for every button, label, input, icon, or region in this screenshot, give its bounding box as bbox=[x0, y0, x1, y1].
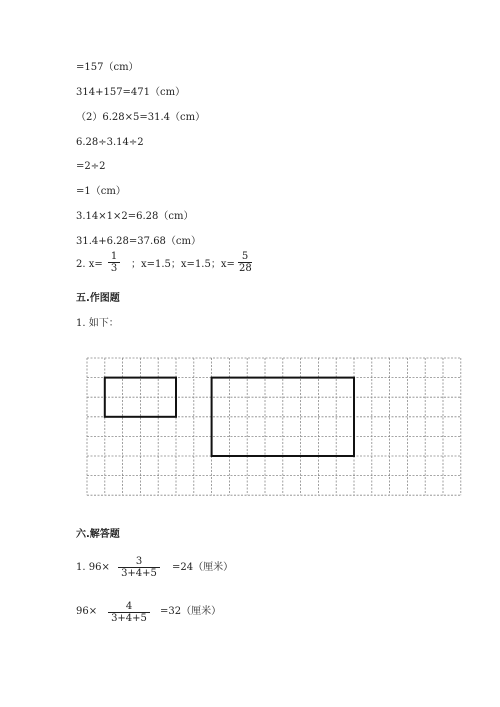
calc-line-7: 3.14×1×2=6.28（cm） bbox=[76, 211, 194, 222]
fraction-denominator: 3+4+5 bbox=[118, 567, 160, 579]
calc-line-3: （2）6.28×5=31.4（cm） bbox=[76, 112, 206, 123]
fraction-numerator: 4 bbox=[125, 601, 133, 612]
solution-1-fraction bbox=[118, 556, 160, 579]
fraction-denominator: 3+4+5 bbox=[108, 612, 150, 624]
calc-line-8: 31.4+6.28=37.68（cm） bbox=[76, 236, 201, 247]
solution-2-fraction bbox=[108, 601, 150, 624]
answer-2-prefix: 2. x= bbox=[76, 259, 103, 270]
section-6-title: 六.解答题 bbox=[76, 529, 120, 540]
solution-2-result: =32（厘米） bbox=[160, 606, 222, 617]
section-5-item-1: 1. 如下： bbox=[76, 318, 119, 329]
solution-1-prefix: 1. 96× bbox=[76, 562, 110, 573]
calc-line-6: =1（cm） bbox=[76, 186, 126, 197]
solution-2-prefix: 96× bbox=[76, 606, 98, 617]
fraction-numerator: 5 bbox=[241, 251, 249, 262]
calc-line-2: 314+157=471（cm） bbox=[76, 87, 186, 98]
fraction-denominator: 28 bbox=[239, 263, 252, 274]
fraction-numerator: 3 bbox=[135, 556, 143, 567]
fraction-one-third bbox=[108, 251, 120, 274]
calc-line-4: 6.28÷3.14÷2 bbox=[76, 137, 144, 148]
calc-line-5: =2÷2 bbox=[76, 161, 106, 172]
calc-line-1: =157（cm） bbox=[76, 62, 139, 73]
drawing-grid bbox=[86, 357, 462, 499]
fraction-numerator: 1 bbox=[110, 251, 118, 262]
solution-1-result: =24（厘米） bbox=[172, 562, 234, 573]
fraction-five-28 bbox=[238, 251, 252, 274]
answer-2-middle: ；x=1.5；x=1.5；x= bbox=[131, 259, 235, 270]
section-5-title: 五.作图题 bbox=[76, 293, 120, 304]
fraction-denominator: 3 bbox=[108, 262, 120, 274]
